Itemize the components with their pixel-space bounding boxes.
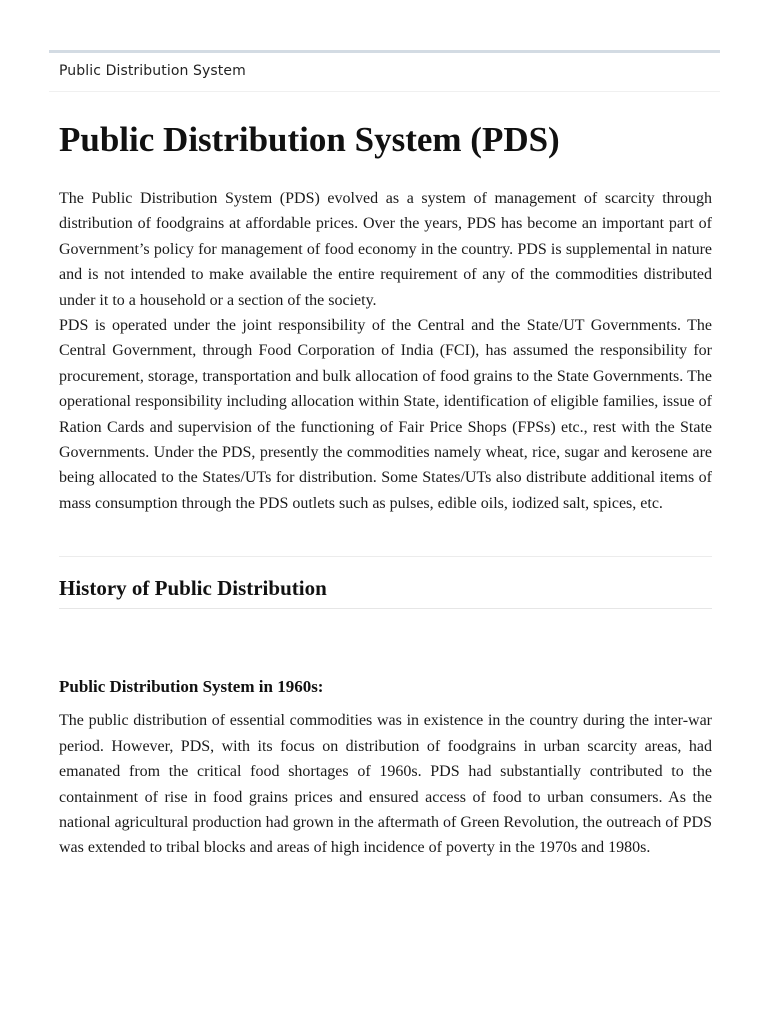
intro-paragraph-2: PDS is operated under the joint responsibility of the Central and the State/UT Governments. The Central Government, through Food Corporation of India (FCI), has assumed the responsibility for procurement, storage, transportation and bulk allocation of food grains to the State Governments. The operational responsibility including allocation within State, identification of eligible families, issue of Ration Cards and supervision of the functioning of Fair Price Shops (FPSs) etc., rest with the State Governments. Under the PDS, presently the commodities namely wheat, rice, sugar and kerosene are being allocated to the States/UTs for distribution. Some States/UTs also distribute additional items of mass consumption through the PDS outlets such as pulses, edible oils, iodized salt, spices, etc. xyxy=(59,317,712,512)
document-header xyxy=(49,50,720,92)
page-title: Public Distribution System (PDS) xyxy=(59,120,560,159)
header-title: Public Distribution System xyxy=(59,63,246,79)
intro-paragraph-1: The Public Distribution System (PDS) evolved as a system of management of scarcity through distribution of foodgrains at affordable prices. Over the years, PDS has become an important part of Government’s policy for management of food economy in the country. PDS is supplemental in nature and is not intended to make available the entire requirement of any of the commodities distributed under it to a household or a section of the society. xyxy=(59,190,712,309)
article-body xyxy=(59,108,712,861)
history-paragraph: The public distribution of essential commodities was in existence in the country during the inter-war period. However, PDS, with its focus on distribution of foodgrains in urban scarcity areas, had emanated from the critical food shortages of 1960s. PDS had substantially contributed to the containment of rise in food grains prices and ensured access of food to urban consumers. As the national agricultural production had grown in the aftermath of Green Revolution, the outreach of PDS was extended to tribal blocks and areas of high incidence of poverty in the 1970s and 1980s. xyxy=(59,712,712,857)
section-title: History of Public Distribution xyxy=(59,557,712,609)
subsection-title: Public Distribution System in 1960s: xyxy=(59,677,324,697)
